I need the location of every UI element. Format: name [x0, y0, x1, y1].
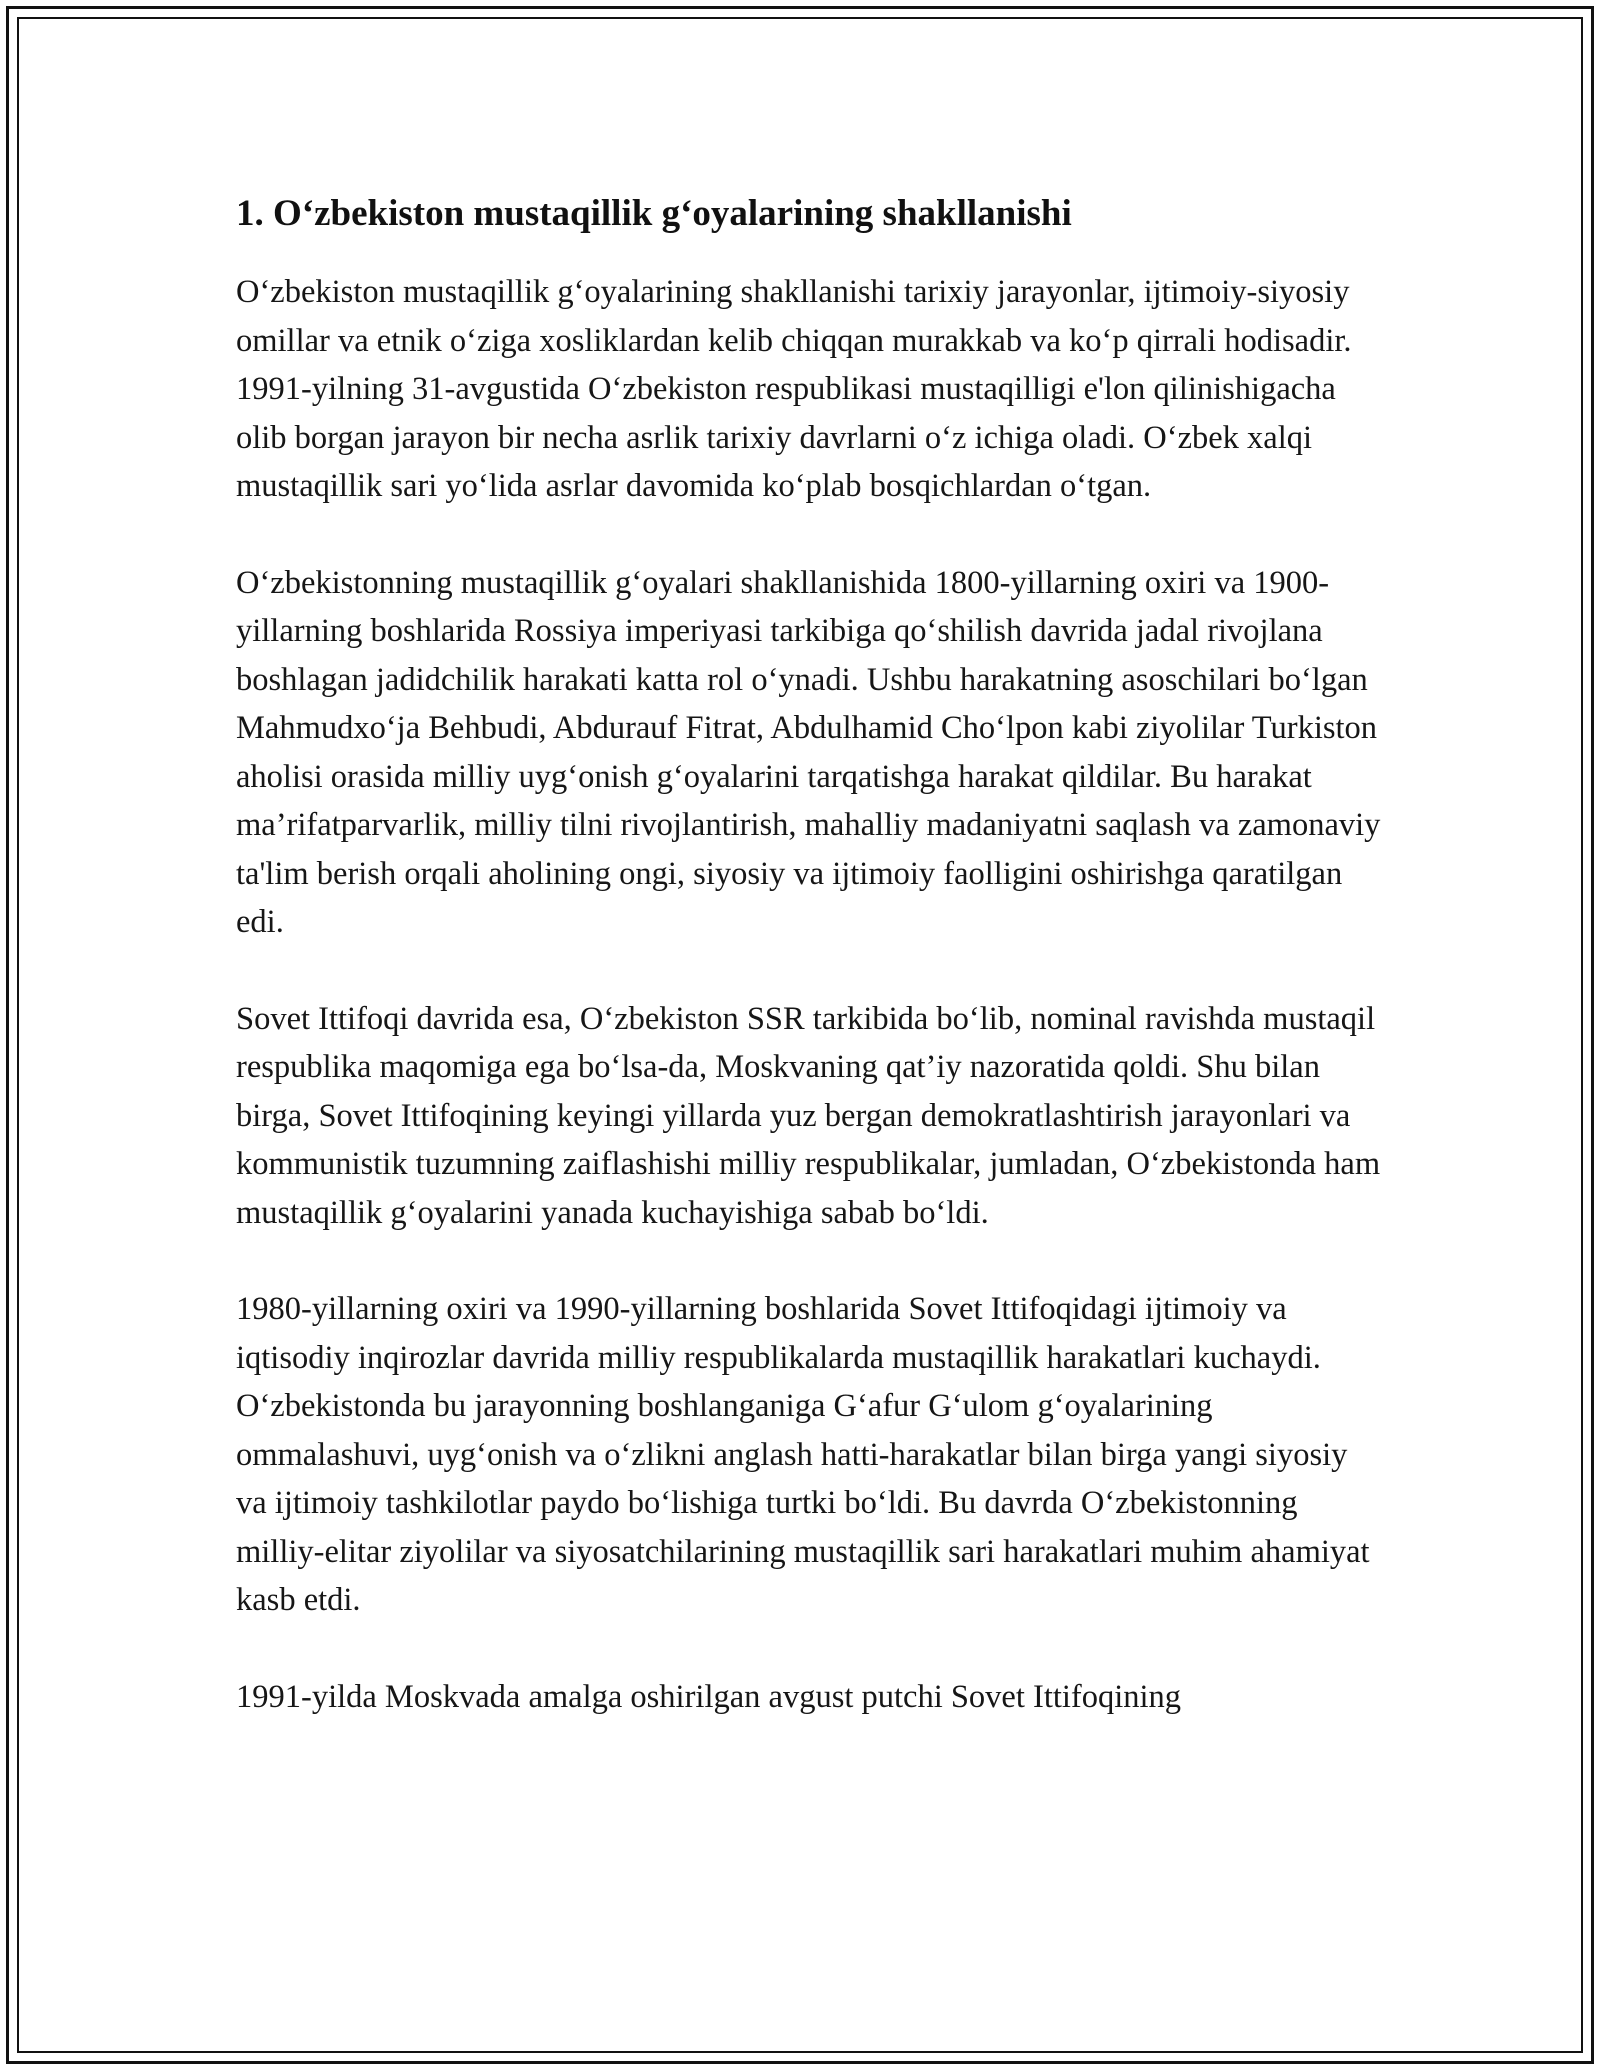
section-heading: 1. Oʻzbekiston mustaqillik gʻoyalarining shakllanishi [236, 193, 1072, 234]
paragraph-1: Oʻzbekiston mustaqillik gʻoyalarining shakllanishi tarixiy jarayonlar, ijtimoiy-siyosiy omillar va etnik oʻziga xosliklardan kelib chiqqan murakkab va koʻp qirrali hodisadir. 1991-yilning 31-avgustida Oʻzbekiston respublikasi mustaqilligi e'lon qilinishigacha olib borgan jarayon bir necha asrlik tarixiy davrlarni oʻz ichiga oladi. Oʻzbek xalqi mustaqillik sari yoʻlida asrlar davomida koʻplab bosqichlardan oʻtgan. [236, 274, 1352, 504]
paragraph-2: Oʻzbekistonning mustaqillik gʻoyalari shakllanishida 1800-yillarning oxiri va 1900-yillarning boshlarida Rossiya imperiyasi tarkibiga qoʻshilish davrida jadal rivojlana boshlagan jadidchilik harakati katta rol oʻynadi. Ushbu harakatning asoschilari boʻlgan Mahmudxoʻja Behbudi, Abdurauf Fitrat, Abdulhamid Choʻlpon kabi ziyolilar Turkiston aholisi orasida milliy uygʻonish gʻoyalarini tarqatishga harakat qildilar. Bu harakat ma’rifatparvarlik, milliy tilni rivojlantirish, mahalliy madaniyatni saqlash va zamonaviy ta'lim berish orqali aholining ongi, siyosiy va ijtimoiy faolligini oshirishga qaratilgan edi. [236, 564, 1381, 940]
paragraph-5: 1991-yilda Moskvada amalga oshirilgan avgust putchi Sovet Ittifoqining [236, 1678, 1182, 1715]
paragraph-3: Sovet Ittifoqi davrida esa, Oʻzbekiston SSR tarkibida boʻlib, nominal ravishda mustaqil respublika maqomiga ega boʻlsa-da, Moskvaning qat’iy nazoratida qoldi. Shu bilan birga, Sovet Ittifoqining keyingi yillarda yuz bergan demokratlashtirish jarayonlari va kommunistik tuzumning zaiflashishi milliy respublikalar, jumladan, Oʻzbekistonda ham mustaqillik gʻoyalarini yanada kuchayishiga sabab boʻldi. [236, 1000, 1381, 1231]
paragraph-4: 1980-yillarning oxiri va 1990-yillarning boshlarida Sovet Ittifoqidagi ijtimoiy va iqtisodiy inqirozlar davrida milliy respublikalarda mustaqillik harakatlari kuchaydi. Oʻzbekistonda bu jarayonning boshlanganiga Gʻafur Gʻulom gʻoyalarining ommalashuvi, uygʻonish va oʻzlikni anglash hatti-harakatlar bilan birga yangi siyosiy va ijtimoiy tashkilotlar paydo boʻlishiga turtki boʻldi. Bu davrda Oʻzbekistonning milliy-elitar ziyolilar va siyosatchilarining mustaqillik sari harakatlari muhim ahamiyat kasb etdi. [236, 1291, 1370, 1618]
document-body [236, 186, 1386, 1769]
